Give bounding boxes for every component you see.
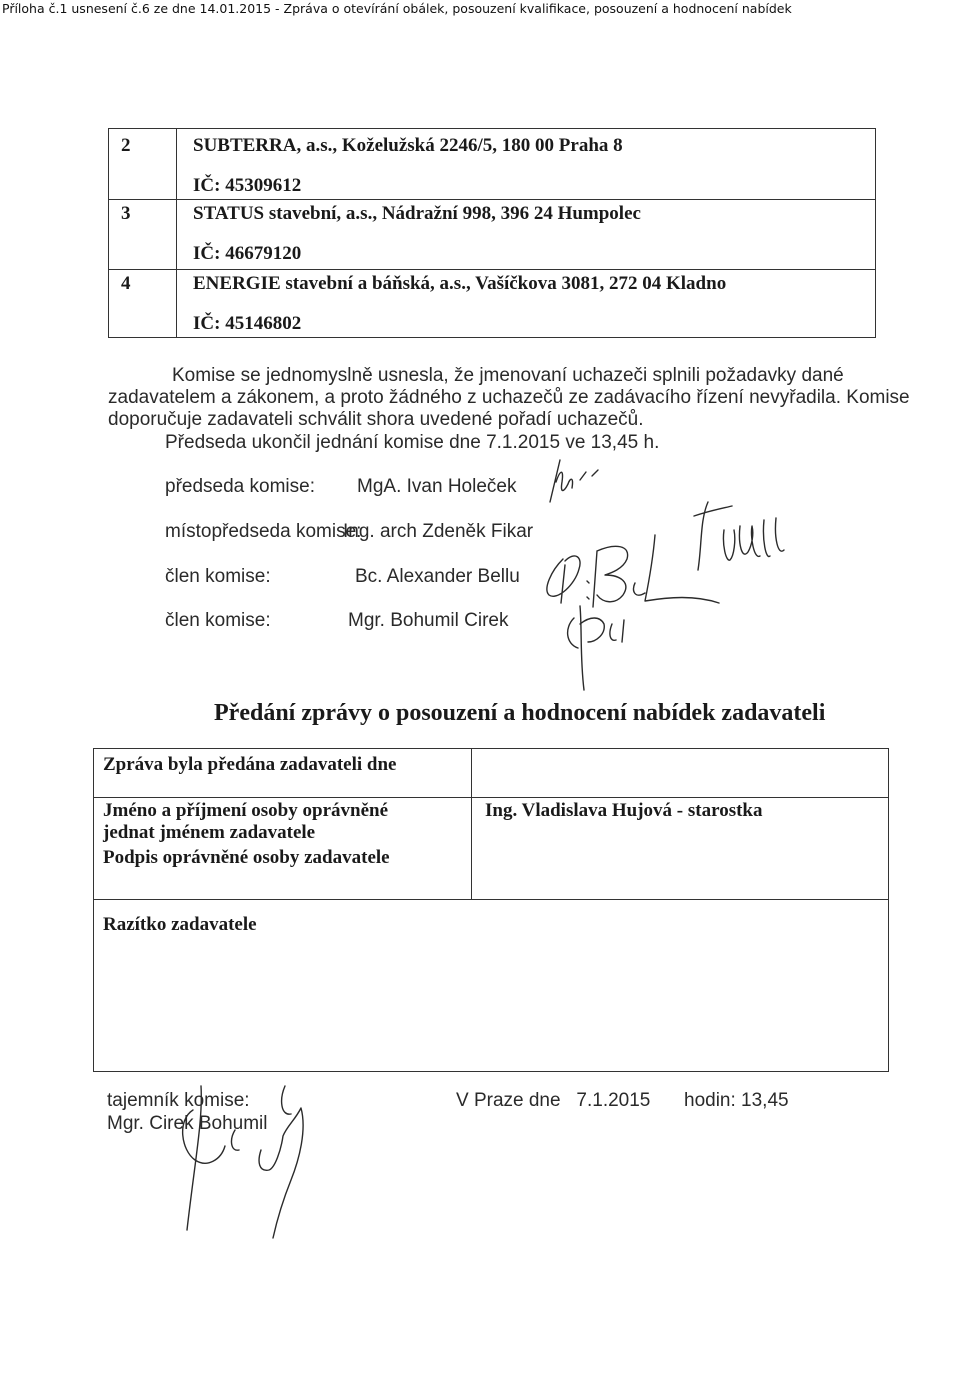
resolution-line: zadavatelem a zákonem, a proto žádného z uchazečů ze zadávacího řízení nevyřadila. Komise [108, 387, 910, 408]
handover-table [93, 748, 889, 1072]
resolution-line: Komise se jednomyslně usnesla, že jmenovaní uchazeči splnili požadavky dané [172, 365, 844, 386]
time-label: hodin: 13,45 [684, 1090, 789, 1111]
bidders-table [108, 128, 876, 338]
bidder-number: 4 [121, 273, 131, 294]
signature-label: Podpis oprávněné osoby zadavatele [103, 847, 390, 868]
secretary-role: tajemník komise: [107, 1090, 250, 1111]
table-column-divider [176, 129, 177, 337]
resolution-line: doporučuje zadavateli schválit shora uvedené pořadí uchazečů. [108, 409, 644, 430]
bidder-number: 2 [121, 135, 131, 156]
bidder-name: ENERGIE stavební a báňská, a.s., Vašíčkova 3081, 272 04 Kladno [193, 273, 727, 294]
committee-member-name: Mgr. Bohumil Cirek [348, 610, 509, 631]
committee-role: předseda komise: [165, 476, 315, 497]
authorized-person-label: jednat jménem zadavatele [103, 822, 316, 843]
committee-member-name: Bc. Alexander Bellu [355, 566, 520, 587]
handover-title: Předání zprávy o posouzení a hodnocení nabídek zadavateli [214, 700, 826, 726]
resolution-line: Předseda ukončil jednání komise dne 7.1.2015 ve 13,45 h. [165, 432, 660, 453]
stamp-label: Razítko zadavatele [103, 914, 257, 935]
committee-member-name: Ing. arch Zdeněk Fikar [343, 521, 534, 542]
signature-holecek [540, 452, 620, 512]
bidder-name: SUBTERRA, a.s., Koželužská 2246/5, 180 00 Praha 8 [193, 135, 623, 156]
committee-role: člen komise: [165, 610, 271, 631]
signature-secretary [165, 1080, 325, 1250]
bidder-ic: IČ: 46679120 [193, 243, 302, 264]
committee-role: člen komise: [165, 566, 271, 587]
table-row-divider [94, 797, 888, 798]
table-column-divider [471, 749, 472, 899]
authorized-person-label: Jméno a příjmení osoby oprávněné [103, 800, 388, 821]
table-row-divider [109, 199, 875, 200]
table-row-divider [94, 899, 888, 900]
table-row-divider [109, 269, 875, 270]
bidder-name: STATUS stavební, a.s., Nádražní 998, 396 24 Humpolec [193, 203, 641, 224]
committee-role: místopředseda komise: [165, 521, 362, 542]
bidder-ic: IČ: 45146802 [193, 313, 302, 334]
bidder-ic: IČ: 45309612 [193, 175, 302, 196]
signature-cirek [560, 598, 650, 698]
secretary-name: Mgr. Cirek Bohumil [107, 1113, 268, 1134]
place-date: V Praze dne 7.1.2015 [456, 1090, 651, 1111]
bidder-number: 3 [121, 203, 131, 224]
authorized-person-name: Ing. Vladislava Hujová - starostka [485, 800, 763, 821]
handover-date-label: Zpráva byla předána zadavateli dne [103, 754, 397, 775]
document-header: Příloha č.1 usnesení č.6 ze dne 14.01.2015 - Zpráva o otevírání obálek, posouzení kvalifikace, posouzení a hodnocení nabídek [2, 1, 792, 16]
committee-member-name: MgA. Ivan Holeček [357, 476, 517, 497]
